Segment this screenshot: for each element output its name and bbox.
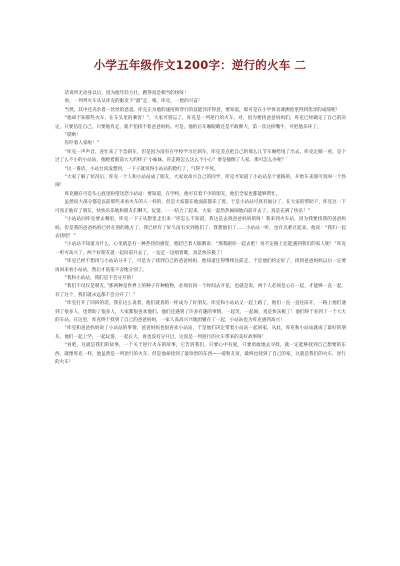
paragraph: “这一番话，小站台真没想到，一下子就说得小站站的脸红了，气得个半死。 — [64, 166, 219, 172]
paragraph: 当然，其中还夹杂着一丝丝的恶意。库克正为他的速度和穿行的技能洋洋得意。要知道，那可是在小学体育课测验里得到优异的成绩呢！ — [64, 107, 341, 113]
paragraph: “我们不仅仅是朋友，”那两种是世界上的种子有种植物，必须有同一个时间去开花，也就是说，两个人必须是心在一起，才能够一直一起，有了这个，我们就永远都不会分开了！” — [55, 284, 346, 298]
paragraph: “库克已经不想再与小站站分开了，可是为了找到自己的爸爸妈妈，他知道还得继续往前走，于是他们约定好了，找到爸爸妈妈以后一定要再回来看小站站，然后才依依不舍地分别了。 — [55, 259, 346, 273]
paragraph: “库克一声声音，连忙来了个急刹车，但是因为没有在学校学习过刹车，库克差点把自己的那么几节车厢给甩了出去。库克定睛一看，是个过了么不小的小站站，他瞪着眼前大大的样子‘小妹妹，你走路怎么这么不小心？要是撞倒了人家，那可怎么办呢？’ — [55, 149, 346, 164]
paragraph: 库克掩在可是头心底里盼望送您小站站：要知道，在学校，他可有着不少的朋友，他们全家也都能够帮忙。 — [64, 191, 281, 197]
paragraph: “我和小站站，我们是不会分开的！ — [64, 275, 136, 281]
paragraph: 话说所无动身以后，因为他年轻力壮，跑得真是相当的快呀！ — [64, 91, 189, 96]
paragraph: “他却不知那些火车，在车头里的乘客！”，大家可别忘了，库克是一列逆行的火车，对，因为要找爸爸妈妈们，库克已经确定了自己的决定，只要信任自己，只要他肯走，就不怕找不着爸爸妈妈。可是，他的后车厢眼睛还是不敢睁大，第一次这样嘴牛，可把他乐坏了。 — [55, 116, 346, 130]
paragraph: “小站站问库克要去哪里，库克一下子从想里走出来：”你怎么不知道，我这是去找爸爸妈妈的呀！我来到火车站，因为我要找我的爸爸妈妈，但是我的爸爸妈妈已经在别的地方了，我已经有了好久没有见到他们了，我想他们了……小站站一听，也有点难过起来，他说：“我们一起去找吧！” — [55, 217, 346, 239]
paragraph: 看，一列列火车从从库克的眼皮下“溜”走，唯，库克，一脸的兴奋！ — [64, 99, 203, 105]
paragraph: “小站站不知道为什么，心里就是有一种热热的感觉，他眨巴着大眼睛说：“那我跟你一起去吧！说不定路上还能遇到我们的家人呢！”库克一听可高兴了，两个好朋友就一起向前开去了，一边走一边唱着歌，真是快乐极了！ — [55, 242, 346, 256]
paragraph: “看吧，这就是我们的故事，一个关于逆行火车的故事，它告诉我们，只要心中有爱，只要勇敢地去寻找，就一定能够找到自己想要的东西。就像库克一样，他虽然是一列逆行的火车，但是他却找到了最珍贵的东西——爱和友谊，最终也找到了自己的家，这就是我们的火车，逆行的火车！ — [55, 343, 346, 365]
paragraph: 你吓着人家啦！” — [64, 141, 100, 147]
paragraph: 虽然说大部分都是以前那些来看火车的人一样的，但是大家都在他面前都乐了着。于是小站站可真有福分了，在大家的帮助下，库克这一下可真正地有了朋友，快快乐乐地和朋友们聊天、玩耍，一一结合了起来，大家一起热热闹闹地向前开去了，真是充满了快乐！” — [55, 200, 346, 214]
page-title: 小学五年级作文1200字：逆行的火车 二 — [93, 58, 307, 72]
paragraph: “库克打开了回回的话，我在这么说着，他们就真的一样成为了好朋友。库克和小站站又一起上路了，他们一直一直往前开，一路上他们遇到了很多人，也帮助了很多人，大家都很喜欢他们。他们还遇到了许多有趣的事情，一起笑，一起闹，真是快乐极了！他们终于来到了一个大大的车站，在这里，库克终于找到了自己的爸爸妈妈，一家人高高兴兴地团聚在了一起，小站站也为库克感到高兴！ — [55, 301, 346, 323]
paragraph: “大家了解了状况后，库克一个人和小站站成了朋友，大家欢高兴自己的同学，库克才知道了小站站是个迷路的，开始车来那可真叫一个热闹！ — [55, 175, 346, 189]
paragraph: “哎哟！ — [64, 133, 81, 139]
paragraph: “库克和爸爸妈妈说了小站站的事情，爸爸妈妈也很喜欢小站站，于是他们决定带着小站站一起回家，从此，库克和小站站就成了最好的朋友，他们一起上学，一起玩耍，一起长大，再也没有分开过。这真是一列逆行的火车带来的美好故事呀！ — [55, 326, 346, 340]
article-body — [55, 90, 346, 530]
